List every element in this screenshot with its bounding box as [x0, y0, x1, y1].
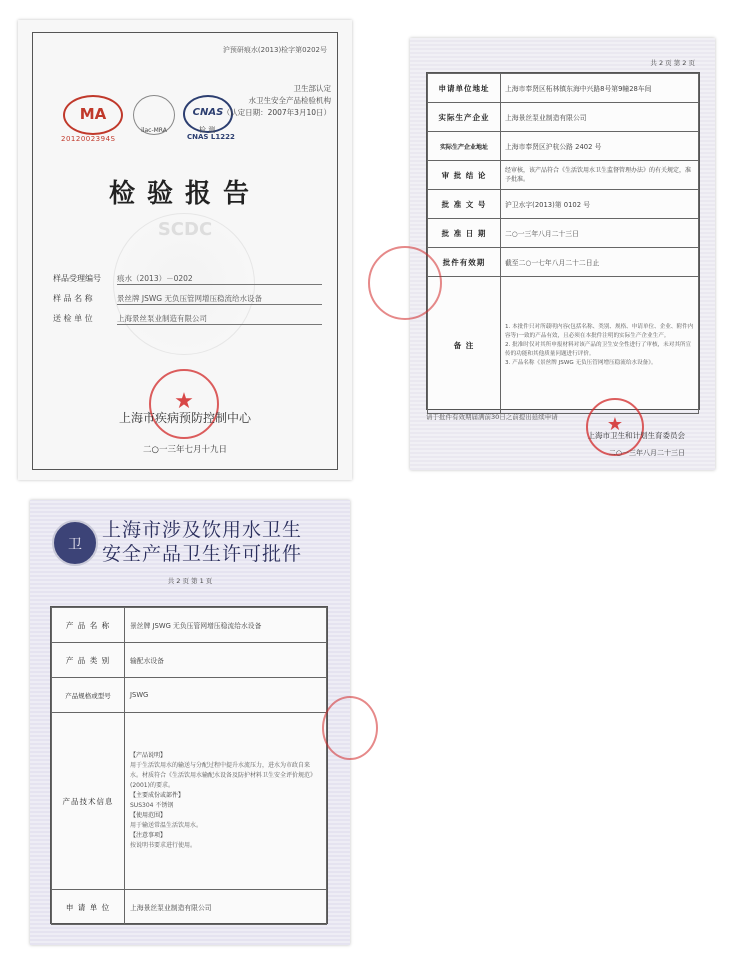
- field-label: 样 品 名 称: [53, 294, 93, 303]
- applicant-key: 申 请 单 位: [52, 890, 125, 925]
- row-value: 经审核，该产品符合《生活饮用水卫生监督管理办法》的有关规定，准予批准。: [501, 161, 699, 190]
- row-value: 上海景丝泵业制造有限公司: [501, 103, 699, 132]
- spec-text: 用于生活饮用水的输送与分配过程中提升水流压力，进水为市政自来水。材质符合《生活饮用水输配水设备及防护材料卫生安全评价规范》(2001)的要求。: [130, 762, 317, 789]
- auth-line-2: 水卫生安全产品检验机构: [248, 96, 331, 105]
- approval-date: 二○一三年八月二十三日: [608, 449, 685, 457]
- table-row: [428, 248, 699, 277]
- page-number: 共 2 页 第 1 页: [167, 577, 213, 585]
- table-row: [52, 713, 327, 890]
- row-key: 产 品 类 别: [52, 643, 125, 678]
- row-value: 截至二○一七年八月二十二日止: [501, 248, 699, 277]
- official-seal-edge-icon: [322, 696, 378, 760]
- seal-star-icon: ★: [174, 389, 194, 414]
- spec-text: 按说明书要求进行使用。: [130, 842, 197, 849]
- row-value: 上海市奉贤区柘林镇东海中兴路8号第9幢28车间: [501, 74, 699, 103]
- cnas-number: CNAS L1222: [187, 133, 235, 141]
- official-seal-left-icon: [368, 246, 442, 320]
- cma-logo-icon: MA: [63, 95, 123, 135]
- authorization-block: [223, 83, 331, 119]
- report-title: 检验报告: [108, 179, 261, 209]
- official-seal-icon: [149, 369, 219, 439]
- approval-page-2-document: [410, 38, 715, 470]
- row-key: 产品规格或型号: [52, 678, 125, 713]
- field-label: 样品受理编号: [53, 274, 101, 283]
- table-row: [52, 678, 327, 713]
- license-title-line-2: 安全产品卫生许可批件: [102, 543, 303, 565]
- field-sample-name: [53, 293, 322, 305]
- row-key: 批 准 文 号: [428, 190, 501, 219]
- certification-logos: [61, 84, 343, 145]
- report-frame: [32, 32, 338, 470]
- report-date: 二○一三年七月十九日: [143, 445, 227, 455]
- spec-heading: 【注意事项】: [130, 832, 167, 839]
- license-table-frame: [50, 606, 328, 924]
- approval-details-table: [427, 73, 699, 414]
- license-title: [102, 518, 302, 566]
- validity-footnote: 请于批件有效期届满前30日之前提出延续申请: [426, 413, 558, 421]
- row-key: 申请单位地址: [428, 74, 501, 103]
- cnas-sub-label: 检 测: [199, 126, 216, 134]
- table-row: [428, 277, 699, 414]
- page-number: 共 2 页 第 2 页: [650, 59, 695, 67]
- emblem-glyph: 卫: [68, 537, 82, 553]
- row-key: 批 准 日 期: [428, 219, 501, 248]
- remark-1: 1. 本批件只对所载明内容(包括名称、类别、规格、申请单位、企业、附件内容等)一致的产品有效，且必须在本批件注明的实际生产企业生产。: [505, 323, 694, 339]
- issuing-organization: 上海市卫生和计划生育委员会: [587, 431, 685, 440]
- row-key: 实际生产企业地址: [428, 132, 501, 161]
- table-row: [428, 190, 699, 219]
- spec-block: [130, 831, 321, 851]
- spec-block: [130, 811, 321, 831]
- row-value: 沪卫水字(2013)第 0102 号: [501, 190, 699, 219]
- tech-info-key: 产品技术信息: [52, 713, 125, 890]
- report-reference-number: 沪预研痕水(2013)检字第0202号: [222, 46, 327, 54]
- issuing-center-name: 上海市疾病预防控制中心: [118, 411, 251, 425]
- table-row: [428, 161, 699, 190]
- seal-star-icon: ★: [606, 414, 624, 435]
- table-row: [428, 132, 699, 161]
- cma-number: 2012002394S: [61, 135, 116, 143]
- row-key: 审 批 结 论: [428, 161, 501, 190]
- cnas-logo-icon: CNAS: [183, 95, 233, 133]
- table-row: [428, 219, 699, 248]
- table-row: [428, 103, 699, 132]
- spec-heading: 【主要成份或部件】: [130, 792, 185, 799]
- auth-line-3: （认定日期：2007年3月10日）: [222, 108, 331, 117]
- scdc-watermark: SCDC: [157, 219, 213, 240]
- ilac-logo-icon: ilac-MRA: [133, 95, 175, 135]
- license-title-line-1: 上海市涉及饮用水卫生: [102, 519, 303, 541]
- field-value: 上海景丝泵业制造有限公司: [117, 313, 322, 325]
- field-value: 景丝牌 JSWG 无负压管网增压稳流给水设备: [117, 293, 322, 305]
- field-label: 送 检 单 位: [53, 314, 93, 323]
- auth-line-1: 卫生部认定: [293, 84, 331, 93]
- spec-block: [130, 791, 321, 811]
- row-key: 实际生产企业: [428, 103, 501, 132]
- approval-table-frame: [426, 72, 700, 410]
- row-value: 输配水设备: [125, 643, 327, 678]
- spec-text: 用于输送常温生活饮用水。: [130, 822, 203, 829]
- table-row: [52, 643, 327, 678]
- spec-heading: 【使用范围】: [130, 812, 167, 819]
- remark-3: 3. 产品名称《景丝牌 JSWG 无负压管网增压稳流给水设备》。: [505, 359, 657, 366]
- remark-2: 2. 批准时仅对其所申报材料对该产品的卫生安全性进行了审核，未对其所宣传的功能和其他质量问题进行评价。: [505, 341, 692, 357]
- remarks-cell: [501, 277, 699, 414]
- table-row: [52, 608, 327, 643]
- spec-text: SUS304 不锈钢: [130, 802, 174, 809]
- remarks-key: 备 注: [428, 277, 501, 414]
- field-value: 痕水（2013）－0202: [117, 273, 322, 285]
- spec-block: [130, 751, 321, 791]
- field-submitting-unit: [53, 313, 322, 325]
- row-value: 景丝牌 JSWG 无负压管网增压稳流给水设备: [125, 608, 327, 643]
- table-row: [428, 74, 699, 103]
- row-key: 产 品 名 称: [52, 608, 125, 643]
- field-sample-number: [53, 273, 322, 285]
- table-row: [52, 890, 327, 925]
- inspection-report-document: [18, 20, 352, 480]
- row-value: JSWG: [125, 678, 327, 713]
- spec-heading: 【产品说明】: [130, 752, 167, 759]
- applicant-value: 上海景丝泵业制造有限公司: [125, 890, 327, 925]
- row-value: 上海市奉贤区沪杭公路 2402 号: [501, 132, 699, 161]
- national-emblem-icon: [52, 520, 98, 566]
- row-key: 批件有效期: [428, 248, 501, 277]
- license-details-table: [51, 607, 327, 925]
- tech-info-cell: [125, 713, 327, 890]
- row-value: 二○一三年八月二十三日: [501, 219, 699, 248]
- hygiene-license-document: [30, 500, 350, 945]
